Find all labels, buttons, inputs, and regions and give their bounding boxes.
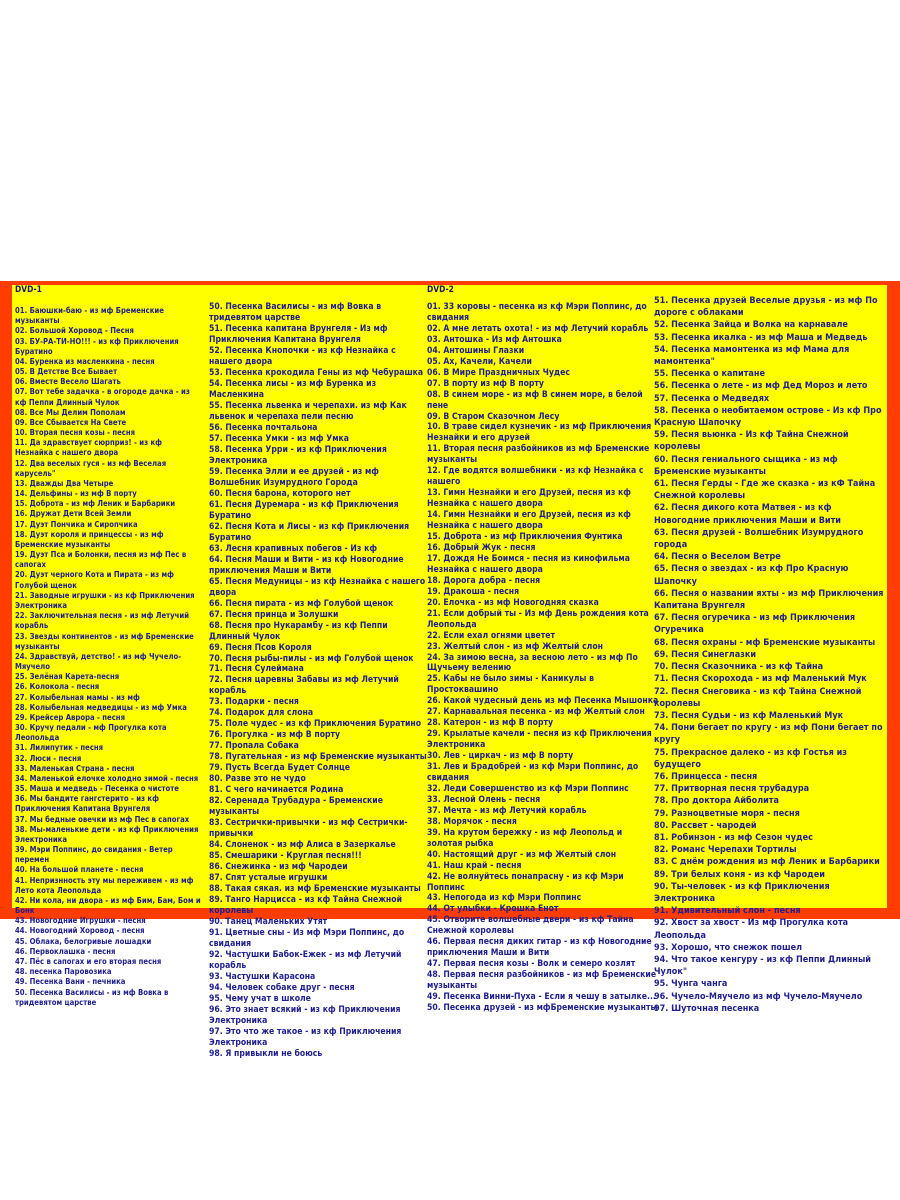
dvd1-list-right xyxy=(209,302,427,1060)
track-item: 04. Буренка из масленкина - песня xyxy=(15,356,155,366)
track-item: 02. А мне летать охота! - из мф Летучий корабль xyxy=(427,323,649,334)
track-item: 51. Песенка капитана Врунгеля - Из мф Приключения Капитана Врунгеля xyxy=(209,323,388,345)
playlist-sheet xyxy=(0,281,900,1059)
track-item: 13. Дважды Два Четыре xyxy=(15,478,114,488)
track-item: 97. Это что же такое - из кф Приключения Электроника xyxy=(209,1026,402,1048)
track-item: 11. Да здравствует сюрприз! - из кф Незнайка с нашего двора xyxy=(15,438,162,458)
track-item: 15. Доброта - из мф Приключения Фунтика xyxy=(427,532,623,543)
dvd1-label: DVD-1 xyxy=(15,284,42,294)
track-item: 49. Песенка Винни-Пуха - Если я чешу в затылке... xyxy=(427,992,656,1003)
track-item: 58. Песенка Урри - из кф Приключения Электроника xyxy=(209,444,387,466)
track-item: 95. Чунга чанга xyxy=(654,979,728,990)
track-item: 56. Песенка о лете - из мф Дед Мороз и лето xyxy=(654,381,868,392)
track-item: 98. Я привыкли не боюсь xyxy=(209,1048,323,1059)
track-item: 10. В траве сидел кузнечик - из мф Приключения Незнайки и его друзей xyxy=(427,422,652,444)
track-item: 40. На большой планете - песня xyxy=(15,865,144,875)
track-item: 48. песенка Паровозика xyxy=(15,967,112,977)
track-item: 26. Колокола - песня xyxy=(15,682,100,692)
track-item: 47. Пёс в сапогах и его вторая песня xyxy=(15,957,162,966)
track-item: 06. В Мире Праздничных Чудес xyxy=(427,367,570,378)
track-item: 55. Песенка львенка и черепахи. из мф Как львенок и черепаха пели песню xyxy=(209,400,407,422)
track-item: 07. Вот тебе задачка - в огороде дачка - из кф Пеппи Длинный Чулок xyxy=(15,387,190,407)
track-item: 60. Песня барона, которого нет xyxy=(209,488,351,499)
track-item: 70. Песня Сказочника - из кф Тайна xyxy=(654,662,824,673)
track-item: 12. Два веселых гуся - из мф Веселая карусель" xyxy=(15,458,167,478)
track-item: 68. Песня про Нукарамбу - из кф Пеппи Длинный Чулок xyxy=(209,620,388,642)
track-item: 69. Песня Псов Короля xyxy=(209,642,312,653)
track-item: 23. Звезды континентов - из мф Бременские музыканты xyxy=(15,631,194,651)
track-item: 46. Первоклашка - песня xyxy=(15,946,116,956)
track-item: 60. Песня гениального сыщика - из мф Бременские музыканты xyxy=(654,454,838,477)
track-item: 41. Непризнность эту мы переживем - из мф Лето кота Леопольда xyxy=(15,875,194,895)
track-item: 36. Мы бандите гангстерито - из кф Приключения Капитана Врунгеля xyxy=(15,794,159,814)
track-item: 74. Подарок для слона xyxy=(209,708,314,719)
track-item: 43. Новогодние Игрушки - песня xyxy=(15,916,146,926)
track-item: 73. Подарки - песня xyxy=(209,697,299,708)
track-item: 93. Частушки Карасона xyxy=(209,972,316,983)
track-item: 34. Маленькой елочке холодно зимой - песня xyxy=(15,773,199,783)
track-item: 69. Песня Синеглазки xyxy=(654,649,757,660)
track-item: 47. Первая песня козы - Волк и семеро козлят xyxy=(427,959,636,970)
track-item: 18. Дуэт короля и принцессы - из мф Бременские музыканты xyxy=(15,529,164,549)
track-item: 30. Кручу педали - мф Прогулка кота Леопольда xyxy=(15,723,167,743)
track-item: 82. Серенада Трубадура - Бременские музыканты xyxy=(209,796,383,818)
track-item: 56. Песенка почтальона xyxy=(209,422,318,433)
track-item: 44. От улыбки - Крошка Енот xyxy=(427,904,559,915)
track-item: 66. Песня пирата - из мф Голубой щенок xyxy=(209,598,394,609)
track-item: 76. Принцесса - песня xyxy=(654,771,758,782)
track-item: 03. БУ-РА-ТИ-НО!!! - из кф Приключения Буратино xyxy=(15,336,179,356)
track-item: 31. Лилипутик - песня xyxy=(15,743,104,753)
track-item: 30. Лев - циркач - из мф В порту xyxy=(427,751,574,762)
track-item: 71. Песня Сулеймана xyxy=(209,664,304,675)
track-item: 90. Ты-человек - из кф Приключения Электроника xyxy=(654,881,830,904)
track-item: 09. Все Сбывается На Свете xyxy=(15,417,127,427)
track-item: 21. Заводные игрушки - из кф Приключения Электроника xyxy=(15,590,195,610)
track-item: 41. Наш край - песня xyxy=(427,860,522,871)
track-item: 09. В Старом Сказочном Лесу xyxy=(427,411,560,422)
track-item: 07. В порту из мф В порту xyxy=(427,378,544,389)
track-item: 52. Песенка Кнопочки - из кф Незнайка с нашего двора xyxy=(209,345,396,367)
track-item: 89. Танго Нарцисса - из кф Тайна Снежной королевы xyxy=(209,895,402,917)
track-item: 43. Непогода из кф Мэри Поппинс xyxy=(427,893,582,904)
track-item: 94. Человек собаке друг - песня xyxy=(209,983,355,994)
track-item: 82. Романс Черепахи Тортилы xyxy=(654,845,797,856)
track-item: 81. С чего начинается Родина xyxy=(209,785,344,796)
track-item: 96. Чучело-Мяучело из мф Чучело-Мяучело xyxy=(654,991,863,1002)
track-item: 92. Хвост за хвост - Из мф Прогулка кота Леопольда xyxy=(654,918,849,941)
track-item: 05. В Детстве Все Бывает xyxy=(15,367,118,377)
track-item: 57. Песенка Умки - из мф Умка xyxy=(209,433,349,444)
track-item: 50. Песенка друзей - из мфБременские музыканты xyxy=(427,1003,658,1013)
track-item: 57. Песенка о Медведях xyxy=(654,393,770,404)
track-item: 01. 33 коровы - песенка из кф Мэри Поппинс, до свидания xyxy=(427,302,647,323)
track-item: 42. Не волнуйтесь понапрасну - из кф Мэри Поппинс xyxy=(427,871,624,893)
dvd2-list-left xyxy=(427,302,659,1014)
track-item: 86. Снежинка - из мф Чародеи xyxy=(209,862,348,873)
track-item: 73. Песня Судьи - из кф Маленький Мук xyxy=(654,710,844,721)
dvd1-list-left xyxy=(15,306,207,1008)
track-item: 46. Первая песня диких гитар - из кф Новогодние приключения Маши и Вити xyxy=(427,937,652,959)
track-item: 84. Слоненок - из мф Алиса в Зазеркалье xyxy=(209,840,396,851)
track-item: 80. Разве это не чудо xyxy=(209,774,306,785)
track-item: 06. Вместе Весело Шагать xyxy=(15,377,121,387)
track-item: 37. Мечта - из мф Летучий корабль xyxy=(427,805,587,816)
track-item: 93. Хорошо, что снежок пошел xyxy=(654,942,803,953)
track-item: 40. Настоящий друг - из мф Желтый слон xyxy=(427,849,617,860)
track-item: 38. Морячок - песня xyxy=(427,816,517,827)
track-item: 55. Песенка о капитане xyxy=(654,369,765,380)
track-item: 03. Антошка - Из мф Антошка xyxy=(427,334,562,345)
track-item: 49. Песенка Вани - печника xyxy=(15,977,126,987)
track-item: 83. С днём рождения из мф Леник и Барбарики xyxy=(654,857,880,868)
track-item: 45. Отворите волшебные двери - из кф Тайна Снежной королевы xyxy=(427,915,634,937)
track-item: 78. Пугательная - из мф Бременские музыканты xyxy=(209,752,427,763)
track-item: 92. Частушки Бабок-Ежек - из мф Летучий корабль xyxy=(209,950,402,972)
track-item: 39. Мэри Поппинс, до свидания - Ветер перемен xyxy=(15,845,173,865)
track-item: 20. Дуэт черного Кота и Пирата - из мф Голубой щенок xyxy=(15,570,174,590)
track-item: 62. Песня Кота и Лисы - из кф Приключения Буратино xyxy=(209,521,410,543)
track-item: 58. Песенка о необитаемом острове - Из кф Про Красную Шапочку xyxy=(654,405,882,429)
track-item: 89. Три белых коня - из кф Чародеи xyxy=(654,869,825,880)
track-item: 12. Где водятся волшебники - из кф Незнайка с нашего xyxy=(427,466,644,488)
track-item: 04. Антошины Глазки xyxy=(427,345,525,356)
track-item: 38. Мы-маленькие дети - из кф Приключения Электроника xyxy=(15,824,199,844)
track-item: 24. За зимою весна, за весною лето - из мф По Щучьему велению xyxy=(427,652,638,674)
track-item: 67. Песня принца и Золушки xyxy=(209,609,339,620)
track-item: 25. Зелёная Карета-песня xyxy=(15,672,120,682)
track-item: 42. Ни кола, ни двора - из мф Бим, Бам, Бом и Бонк xyxy=(15,895,201,916)
track-item: 25. Кабы не было зимы - Каникулы в Простоквашино xyxy=(427,674,594,696)
track-item: 37. Мы бедные овечки из мф Пес в сапогах xyxy=(15,814,190,824)
track-item: 67. Песня огуречика - из мф Приключения Огуречика xyxy=(654,613,856,636)
track-item: 71. Песня Скорохода - из мф Маленький Мук xyxy=(654,674,867,685)
track-item: 52. Песенка Зайца и Волка на карнавале xyxy=(654,320,848,331)
track-item: 08. В синем море - из мф В синем море, в белой пене xyxy=(427,389,643,411)
track-item: 13. Гимн Незнайки и его Друзей, песня из кф Незнайка с нашего двора xyxy=(427,488,631,510)
track-item: 19. Дуэт Пса и Болонки, песня из мф Пес в сапогах xyxy=(15,550,187,570)
track-item: 24. Здравствуй, детство! - из мф Чучело-Мяучело xyxy=(15,651,182,672)
track-item: 33. Маленькая Страна - песня xyxy=(15,763,135,773)
track-item: 70. Песня рыбы-пилы - из мф Голубой щенок xyxy=(209,653,414,664)
track-item: 53. Песенка икалка - из мф Маша и Медведь xyxy=(654,332,868,343)
track-item: 54. Песенка мамонтенка из мф Мама для мамонтенка" xyxy=(654,344,850,368)
track-item: 22. Если ехал огнями цветет xyxy=(427,630,555,641)
track-item: 45. Облака, белогривые лошадки xyxy=(15,936,152,946)
track-item: 01. Баюшки-баю - из мф Бременские музыканты xyxy=(15,306,164,326)
track-item: 50. Песенка Василисы - из мф Вовка в тридевятом царстве xyxy=(15,987,169,1007)
track-item: 65. Песня о звездах - из кф Про Красную Шапочку xyxy=(654,564,849,587)
track-item: 72. Песня царевны Забавы из мф Летучий корабль xyxy=(209,675,399,697)
track-item: 87. Спят усталые игрушки xyxy=(209,873,328,884)
track-item: 39. На крутом бережку - из мф Леопольд и золотая рыбка xyxy=(427,827,623,849)
track-item: 32. Люси - песня xyxy=(15,753,82,763)
track-item: 31. Лев и Брадобрей - из кф Мэри Поппинс, до свидания xyxy=(427,762,639,783)
track-item: 97. Шуточная песенка xyxy=(654,1003,760,1014)
track-item: 75. Поле чудес - из кф Приключения Буратино xyxy=(209,719,422,730)
track-item: 08. Все Мы Делим Пополам xyxy=(15,407,126,417)
track-item: 51. Песенка друзей Веселые друзья - из мф По дороге с облаками xyxy=(654,296,878,319)
track-item: 16. Дружат Дети Всей Земли xyxy=(15,509,132,519)
track-item: 16. Добрый Жук - песня xyxy=(427,542,536,553)
track-item: 44. Новогодний Хоровод - песня xyxy=(15,926,145,936)
track-item: 28. Катерон - из мф В порту xyxy=(427,718,553,729)
track-item: 83. Сестрички-привычки - из мф Сестрички-привычки xyxy=(209,818,408,840)
track-item: 22. Заключительная песня - из мф Летучий корабль xyxy=(15,611,190,631)
track-item: 78. Про доктора Айболита xyxy=(654,796,779,807)
yellow-panel xyxy=(12,284,887,1059)
track-item: 28. Колыбельная медведицы - из мф Умка xyxy=(15,702,187,712)
track-item: 26. Какой чудесный день из мф Песенка Мышонка xyxy=(427,696,659,707)
track-item: 32. Леди Совершенство из кф Мэри Поппинс xyxy=(427,783,629,794)
track-item: 81. Робинзон - из мф Сезон чудес xyxy=(654,832,813,843)
track-item: 85. Смешарики - Круглая песня!!! xyxy=(209,851,362,862)
track-item: 53. Песенка крокодила Гены из мф Чебурашка xyxy=(209,367,424,378)
track-item: 54. Песенка лисы - из мф Буренка из Масленкина xyxy=(209,378,377,400)
track-item: 96. Это знает всякий - из кф Приключения Электроника xyxy=(209,1005,401,1026)
track-item: 48. Первая песня разбойников - из мф Бременские музыканты xyxy=(427,970,657,992)
dvd2-list-right xyxy=(654,295,886,1015)
track-item: 05. Ах, Качели, Качели xyxy=(427,356,532,367)
track-item: 65. Песня Медуницы - из кф Незнайка с нашего двора xyxy=(209,576,426,598)
track-item: 19. Дракоша - песня xyxy=(427,586,520,597)
track-item: 17. Дуэт Пончика и Сиропчика xyxy=(15,519,138,529)
track-item: 27. Колыбельная мамы - из мф xyxy=(15,692,140,702)
track-item: 74. Пони бегает по кругу - из мф Пони бегает по кругу xyxy=(654,723,883,746)
track-item: 64. Песня о Веселом Ветре xyxy=(654,552,781,563)
track-item: 95. Чему учат в школе xyxy=(209,994,311,1005)
track-item: 33. Лесной Олень - песня xyxy=(427,794,541,805)
track-item: 59. Песня вьюнка - Из кф Тайна Снежной королевы xyxy=(654,430,849,453)
track-item: 50. Песенка Василисы - из мф Вовка в тридевятом царстве xyxy=(209,302,382,323)
track-item: 61. Песня Герды - Где же сказка - из кФ Тайна Снежной королевы xyxy=(654,479,876,502)
track-item: 77. Пропала Собака xyxy=(209,741,299,752)
track-item: 29. Крейсер Аврора - песня xyxy=(15,712,125,722)
track-item: 59. Песенка Элли и ее друзей - из мф Волшебник Изумрудного Города xyxy=(209,466,379,488)
track-item: 88. Такая сякая. из мф Бременские музыканты xyxy=(209,884,421,895)
track-item: 62. Песня дикого кота Матвея - из кф Новогодние приключения Маши и Вити xyxy=(654,503,841,526)
track-item: 80. Рассвет - чародей xyxy=(654,820,757,831)
track-item: 91. Удивительный слон - песня xyxy=(654,906,801,917)
track-item: 72. Песня Снеговика - из кф Тайна Снежной королевы xyxy=(654,686,862,709)
track-item: 02. Большой Хоровод - Песня xyxy=(15,326,134,336)
track-item: 63. Песня друзей - Волшебник Изумрудного города xyxy=(654,527,864,551)
track-item: 75. Прекрасное далеко - из кф Гостья из будущего xyxy=(654,747,848,770)
track-item: 27. Карнавальная песенка - из мф Желтый слон xyxy=(427,707,645,718)
track-item: 14. Дельфины - из мф В порту xyxy=(15,489,137,499)
dvd2-label: DVD-2 xyxy=(427,284,454,294)
track-item: 63. Лесня крапивных побегов - Из кф xyxy=(209,543,377,554)
track-item: 15. Доброта - из мф Леник и Барбарики xyxy=(15,499,176,509)
track-item: 91. Цветные сны - Из мф Мэри Поппинс, до свидания xyxy=(209,928,405,950)
track-item: 79. Разноцветные моря - песня xyxy=(654,808,800,819)
track-item: 29. Крылатые качели - песня из кф Приключения Электроника xyxy=(427,729,652,751)
track-item: 61. Песня Дуремара - из кф Приключения Буратино xyxy=(209,499,399,521)
track-item: 90. Танец Маленьких Утят xyxy=(209,917,328,928)
track-item: 35. Маша и медведь - Песенка о чистоте xyxy=(15,784,179,794)
track-item: 77. Притворная песня трубадура xyxy=(654,784,810,795)
track-item: 66. Песня о названии яхты - из мф Приключения Капитана Врунгеля xyxy=(654,588,884,612)
track-item: 18. Дорога добра - песня xyxy=(427,575,541,586)
track-item: 68. Песня охраны - мф Бременские музыканты xyxy=(654,637,876,648)
track-item: 79. Пусть Всегда Будет Солнце xyxy=(209,763,351,774)
track-item: 14. Гимн Незнайки и его Друзей, песня из кф Незнайка с нашего двора xyxy=(427,510,631,532)
track-item: 23. Желтый слон - из мф Желтый слон xyxy=(427,641,603,652)
track-item: 11. Вторая песня разбойников из мф Бременские музыканты xyxy=(427,444,650,466)
track-item: 20. Елочка - из мф Новогодняя сказка xyxy=(427,597,599,608)
track-item: 76. Прогулка - из мф В порту xyxy=(209,730,341,741)
track-item: 94. Что такое кенгуру - из кф Пеппи Длинный Чулок" xyxy=(654,954,871,978)
track-item: 64. Песня Маши и Вити - из кф Новогодние приключения Маши и Вити xyxy=(209,554,404,576)
track-item: 21. Если добрый ты - Из мф День рождения кота Леопольда xyxy=(427,608,649,630)
track-item: 10. Вторая песня козы - песня xyxy=(15,428,136,438)
track-item: 17. Дождя Не Боимся - песня из кинофильма Незнайка с нашего двора xyxy=(427,553,630,575)
